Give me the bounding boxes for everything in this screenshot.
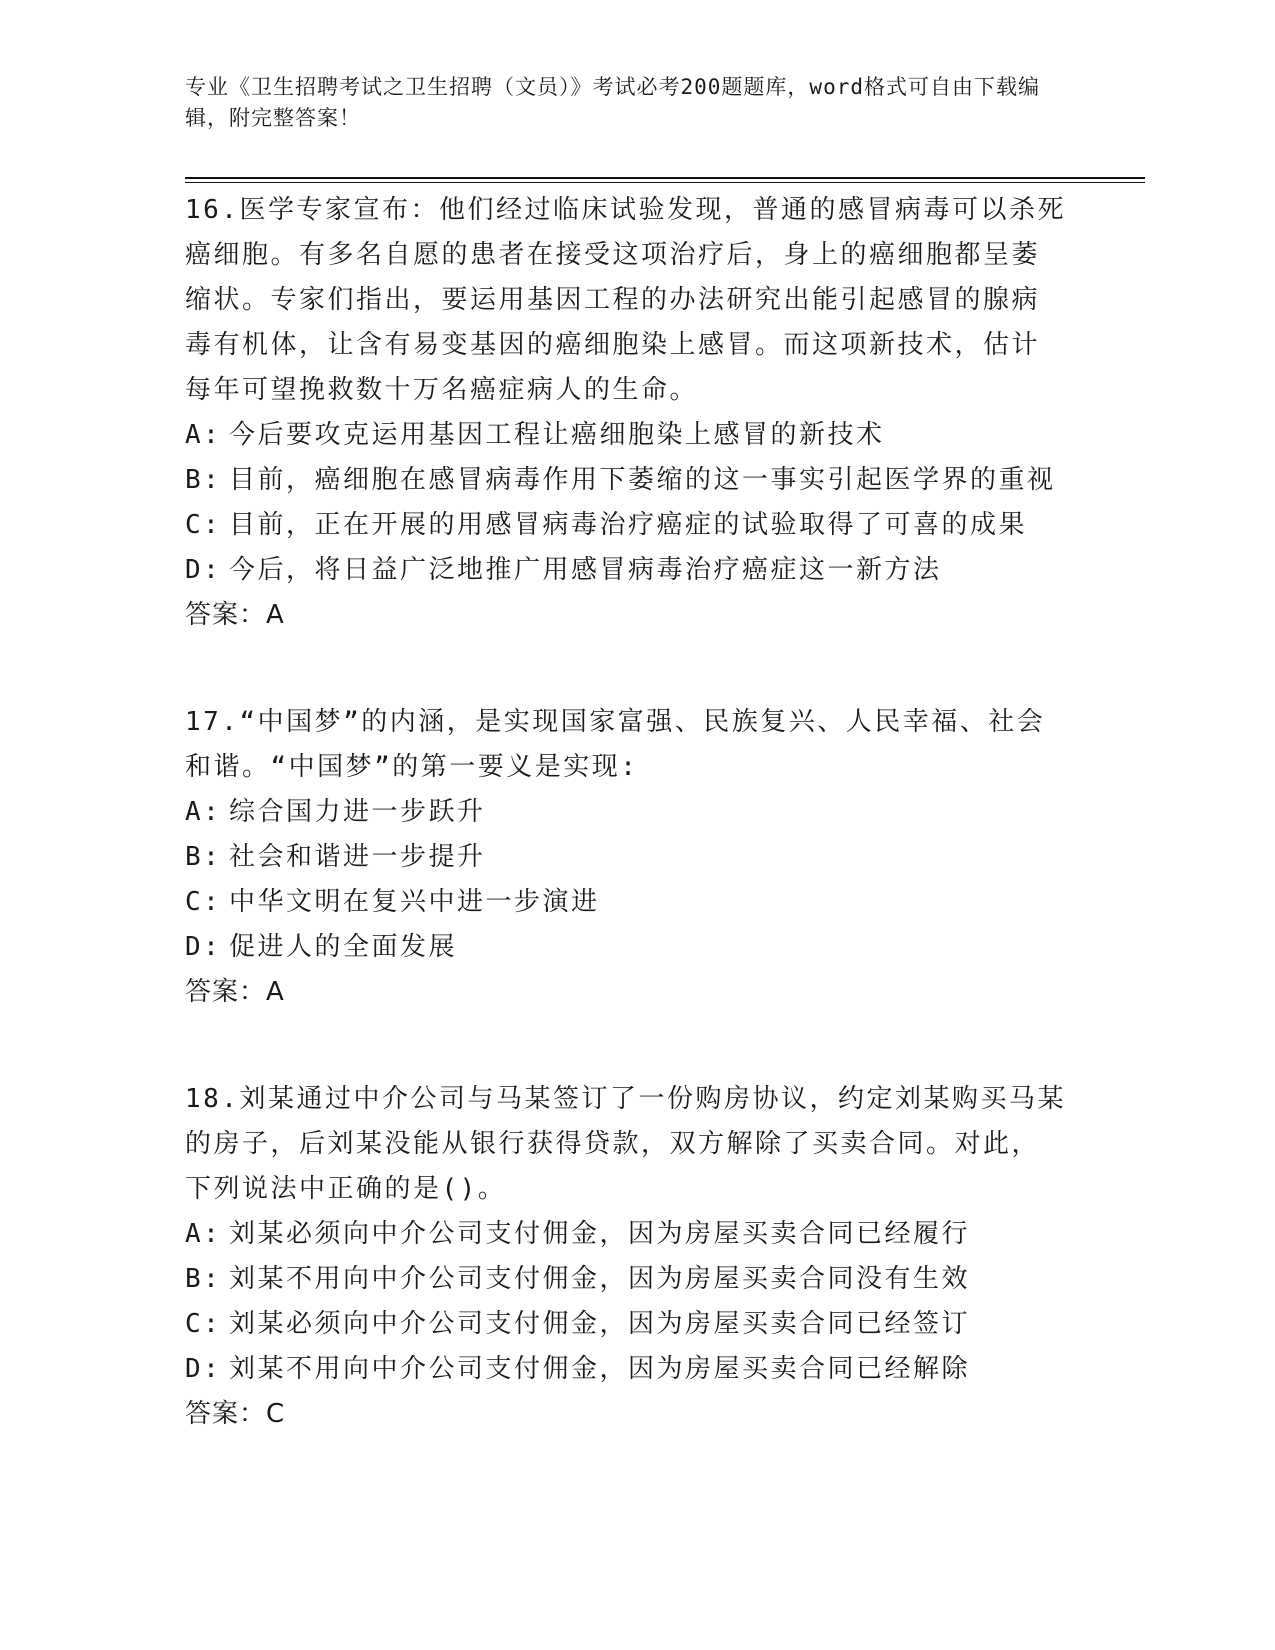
question-17 <box>185 700 1065 1015</box>
option-c <box>185 880 1065 925</box>
option-text: 社会和谐进一步提升 <box>229 842 486 872</box>
option-text: 刘某必须向中介公司支付佣金，因为房屋买卖合同已经签订 <box>229 1309 971 1339</box>
question-stem-line: 缩状。专家们指出，要运用基因工程的办法研究出能引起感冒的腺病 <box>185 285 1041 315</box>
option-letter: D: <box>185 555 222 585</box>
question-stem-line: 16.医学专家宣布：他们经过临床试验发现，普通的感冒病毒可以杀死 <box>185 195 1066 225</box>
option-b <box>185 835 1065 880</box>
question-stem-line: 癌细胞。有多名自愿的患者在接受这项治疗后，身上的癌细胞都呈萎 <box>185 240 1041 270</box>
option-text: 中华文明在复兴中进一步演进 <box>229 887 600 917</box>
question-16 <box>185 188 1065 638</box>
option-d <box>185 548 1065 593</box>
option-d <box>185 1347 1065 1392</box>
header-rule-thin <box>185 182 1145 183</box>
option-a <box>185 413 1065 458</box>
option-b <box>185 458 1065 503</box>
answer-line: 答案：A <box>185 977 285 1007</box>
option-text: 刘某必须向中介公司支付佣金，因为房屋买卖合同已经履行 <box>229 1219 971 1249</box>
option-a <box>185 790 1065 835</box>
option-text: 刘某不用向中介公司支付佣金，因为房屋买卖合同没有生效 <box>229 1264 971 1294</box>
option-a <box>185 1212 1065 1257</box>
option-letter: C: <box>185 1309 222 1339</box>
option-letter: A: <box>185 420 222 450</box>
question-stem-line: 每年可望挽救数十万名癌症病人的生命。 <box>185 375 699 405</box>
option-text: 今后，将日益广泛地推广用感冒病毒治疗癌症这一新方法 <box>229 555 942 585</box>
option-c <box>185 1302 1065 1347</box>
answer-line: 答案：A <box>185 600 285 630</box>
question-stem-line: 和谐。“中国梦”的第一要义是实现: <box>185 752 639 782</box>
option-letter: C: <box>185 510 222 540</box>
option-b <box>185 1257 1065 1302</box>
option-letter: B: <box>185 465 222 495</box>
question-stem-line: 17.“中国梦”的内涵，是实现国家富强、民族复兴、人民幸福、社会 <box>185 707 1046 737</box>
option-letter: B: <box>185 1264 222 1294</box>
option-text: 促进人的全面发展 <box>229 932 458 962</box>
option-letter: B: <box>185 842 222 872</box>
question-list <box>185 188 1065 1499</box>
option-text: 目前，正在开展的用感冒病毒治疗癌症的试验取得了可喜的成果 <box>229 510 1028 540</box>
option-c <box>185 503 1065 548</box>
question-stem-line: 的房子，后刘某没能从银行获得贷款，双方解除了买卖合同。对此， <box>185 1129 1041 1159</box>
header-rule-thick <box>185 177 1145 179</box>
option-text: 综合国力进一步跃升 <box>229 797 486 827</box>
answer-line: 答案：C <box>185 1399 286 1429</box>
option-text: 刘某不用向中介公司支付佣金，因为房屋买卖合同已经解除 <box>229 1354 971 1384</box>
question-stem-line: 下列说法中正确的是()。 <box>185 1174 507 1204</box>
option-text: 今后要攻克运用基因工程让癌细胞染上感冒的新技术 <box>229 420 885 450</box>
option-letter: A: <box>185 797 222 827</box>
document-header: 专业《卫生招聘考试之卫生招聘（文员）》考试必考200题题库，word格式可自由下载编辑，附完整答案！ <box>185 75 1040 130</box>
question-stem-line: 18.刘某通过中介公司与马某签订了一份购房协议，约定刘某购买马某 <box>185 1084 1066 1114</box>
option-letter: D: <box>185 932 222 962</box>
question-18 <box>185 1077 1065 1437</box>
question-stem-line: 毒有机体，让含有易变基因的癌细胞染上感冒。而这项新技术，估计 <box>185 330 1041 360</box>
option-letter: A: <box>185 1219 222 1249</box>
option-text: 目前，癌细胞在感冒病毒作用下萎缩的这一事实引起医学界的重视 <box>229 465 1056 495</box>
option-letter: D: <box>185 1354 222 1384</box>
option-d <box>185 925 1065 970</box>
option-letter: C: <box>185 887 222 917</box>
